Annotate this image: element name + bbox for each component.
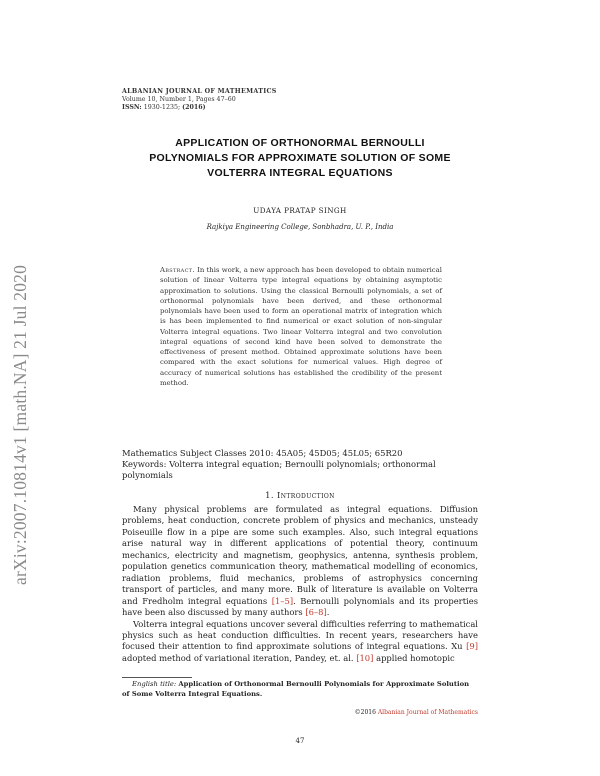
footnote-text: Application of Orthonormal Bernoulli Polynomials for Approximate Solution of Some Volterra Integral Equations. [122,680,470,698]
citation-link[interactable]: [9] [466,641,478,652]
journal-volume: Volume 10, Number 1, Pages 47–60 [122,96,236,103]
citation-link[interactable]: [1–5] [271,595,294,606]
journal-issn [122,104,277,112]
p1-end: . [326,607,330,618]
section-heading: 1. Introduction [265,490,335,500]
arxiv-stamp: arXiv:2007.10814v1 [math.NA] 21 Jul 2020 [10,264,30,585]
footnote [122,680,478,699]
abstract [160,265,442,388]
page-number: 47 [295,737,305,745]
p2-text: Volterra integral equations uncover several difficulties referring to mathematical physics such as heat conduction difficulties. In recent years, researchers have focused their attention to find approximate solutions of integral equations. Xu [122,618,478,652]
introduction-body [122,504,478,664]
classification-block [122,448,478,481]
copyright [355,709,478,716]
p2-mid: adopted method of variational iteration, Pandey, et. al. [122,652,354,663]
journal-name: ALBANIAN JOURNAL OF MATHEMATICS [122,88,277,95]
p2-end: applied homotopic [376,652,455,663]
title-line: POLYNOMIALS FOR APPROXIMATE SOLUTION OF SOME [149,152,451,164]
footnote-divider [122,677,192,678]
paper-title [122,136,478,181]
issn-value: 1930-1235; [143,104,181,111]
abstract-text: In this work, a new approach has been developed to obtain numerical solution of linear Volterra type integral equations by obtaining asymptotic approximation to solutions. Using the classical Bernoulli polynomials, a set of orthonormal polynomials have been derived, and these orthonormal polynomials have been used to form an operational matrix of integration which is has been implemented to find numerical or exact solution of non-singular Volterra integral equations. Two linear Volterra integral and two convolution integral equations of second kind have been solved to demonstrate the effectiveness of present method. Obtained approximate solutions have been compared with the exact solutions for numerical values. High degree of accuracy of numerical solutions has established the credibility of the present method. [160,266,442,387]
p1-text: Many physical problems are formulated as integral equations. Diffusion problems, heat conduction, concrete problem of physics and mechanics, unsteady Poiseuille flow in a pipe are some such examples. Also, such integral equations arise natural way in different applications of potential theory, continuum mechanics, electricity and magnetism, geophysics, antenna, synthesis problem, population genetics communication theory, mathematical modelling of economics, radiation problems, fluid mechanics, problems of astrophysics concerning transport of particles, and many more. Bulk of literature is available on Volterra and Fredholm integral equations [122,504,478,606]
footnote-label: English title: [132,680,177,688]
title-line: VOLTERRA INTEGRAL EQUATIONS [207,167,393,179]
issn-label: ISSN: [122,104,142,111]
citation-link[interactable]: [10] [356,652,374,663]
msc-classes: Mathematics Subject Classes 2010: 45A05; 45D05; 45L05; 65R20 [122,448,403,458]
author-affiliation: Rajkiya Engineering College, Sonbhadra, U. P., India [206,223,394,231]
copyright-prefix: ©2016 [354,709,376,716]
paragraph [122,619,478,665]
journal-header [122,88,277,112]
p1-mid: . Bernoulli polynomials and its properties have been also discussed by many authors [122,595,478,618]
journal-year: (2016) [182,104,206,111]
journal-link[interactable]: Albanian Journal of Mathematics [377,709,478,716]
title-line: APPLICATION OF ORTHONORMAL BERNOULLI [175,137,425,149]
citation-link[interactable]: [6–8] [305,607,327,618]
paragraph [122,504,478,619]
author-name: UDAYA PRATAP SINGH [253,206,347,215]
abstract-label: Abstract. [160,266,195,274]
keywords: Keywords: Volterra integral equation; Bernoulli polynomials; orthonormal polynomials [122,459,436,480]
